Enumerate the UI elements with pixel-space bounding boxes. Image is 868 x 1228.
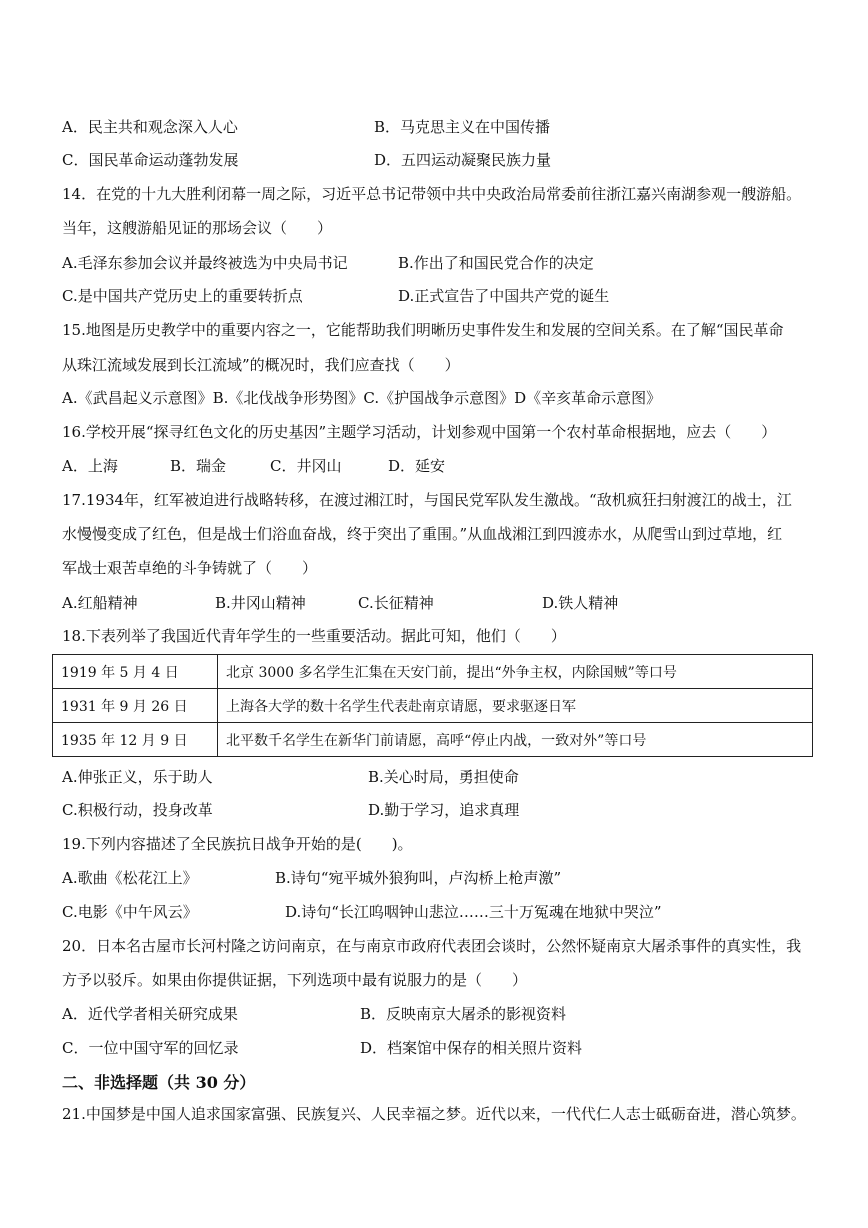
q17-stem-line2: 水慢慢变成了红色，但是战士们浴血奋战，终于突出了重围。”从血战湘江到四渡赤水，从爬雪山到过草地，红	[62, 525, 783, 543]
section-heading: 二、非选择题（共 30 分）	[62, 1073, 256, 1092]
q18-option-a: A.伸张正义，乐于助人	[62, 768, 213, 786]
q18-option-d: D.勤于学习，追求真理	[368, 801, 520, 819]
q16-option-c: C．井冈山	[270, 457, 342, 475]
q20-stem-line1: 20．日本名古屋市长河村隆之访问南京，在与南京市政府代表团会谈时，公然怀疑南京大屠杀事件的真实性，我	[62, 937, 802, 955]
q14-option-b: B.作出了和国民党合作的决定	[398, 254, 594, 272]
q13-option-d: D．五四运动凝聚民族力量	[374, 151, 552, 169]
q15-stem-line1: 15.地图是历史教学中的重要内容之一，它能帮助我们明晰历史事件发生和发展的空间关系。在了解“国民革命	[62, 321, 784, 339]
q15-options: A.《武昌起义示意图》B.《北伐战争形势图》C.《护国战争示意图》D《辛亥革命示意图》	[62, 389, 662, 407]
table-cell-date: 1931 年 9 月 26 日	[53, 689, 218, 723]
q17-option-a: A.红船精神	[62, 594, 138, 612]
table-cell-date: 1919 年 5 月 4 日	[53, 655, 218, 689]
q19-stem: 19.下列内容描述了全民族抗日战争开始的是( )。	[62, 835, 413, 853]
table-row	[53, 655, 813, 689]
q13-option-b: B．马克思主义在中国传播	[374, 118, 551, 136]
q16-option-b: B．瑞金	[170, 457, 227, 475]
table-cell-event: 北京 3000 多名学生汇集在天安门前，提出“外争主权，内除国贼”等口号	[218, 655, 813, 689]
student-activities-table	[52, 654, 813, 757]
q14-stem-line2: 当年，这艘游船见证的那场会议（ ）	[62, 219, 333, 237]
q18-option-c: C.积极行动，投身改革	[62, 801, 213, 819]
table-cell-event: 北平数千名学生在新华门前请愿，高呼“停止内战，一致对外”等口号	[218, 723, 813, 757]
q17-option-d: D.铁人精神	[542, 594, 619, 612]
q16-stem: 16.学校开展“探寻红色文化的历史基因”主题学习活动，计划参观中国第一个农村革命根据地，应去（ ）	[62, 423, 777, 441]
table-row	[53, 689, 813, 723]
q20-option-c: C．一位中国守军的回忆录	[62, 1039, 239, 1057]
q17-option-b: B.井冈山精神	[215, 594, 306, 612]
q18-stem: 18.下表列举了我国近代青年学生的一些重要活动。据此可知，他们（ ）	[62, 627, 566, 645]
q20-option-b: B．反映南京大屠杀的影视资料	[360, 1005, 567, 1023]
q17-option-c: C.长征精神	[358, 594, 434, 612]
q17-stem-line1: 17.1934年，红军被迫进行战略转移，在渡过湘江时，与国民党军队发生激战。“敌机疯狂扫射渡江的战士，江	[62, 491, 792, 509]
q14-stem-line1: 14．在党的十九大胜利闭幕一周之际，习近平总书记带领中共中央政治局常委前往浙江嘉兴南湖参观一艘游船。	[62, 185, 802, 203]
q21-stem-line1: 21.中国梦是中国人追求国家富强、民族复兴、人民幸福之梦。近代以来，一代代仁人志士砥砺奋进，潜心筑梦。	[62, 1105, 806, 1123]
table-cell-event: 上海各大学的数十名学生代表赴南京请愿，要求驱逐日军	[218, 689, 813, 723]
q19-option-b: B.诗句“宛平城外狼狗叫，卢沟桥上枪声激”	[275, 869, 562, 887]
q17-stem-line3: 军战士艰苦卓绝的斗争铸就了（ ）	[62, 559, 318, 577]
table-row	[53, 723, 813, 757]
table-cell-date: 1935 年 12 月 9 日	[53, 723, 218, 757]
q14-option-a: A.毛泽东参加会议并最终被选为中央局书记	[62, 254, 348, 272]
q19-option-c: C.电影《中午风云》	[62, 903, 198, 921]
q13-option-a: A．民主共和观念深入人心	[62, 118, 238, 136]
q16-option-d: D．延安	[388, 457, 446, 475]
q20-stem-line2: 方予以驳斥。如果由你提供证据，下列选项中最有说服力的是（ ）	[62, 971, 528, 989]
q14-option-c: C.是中国共产党历史上的重要转折点	[62, 287, 303, 305]
q16-option-a: A．上海	[62, 457, 118, 475]
q18-option-b: B.关心时局，勇担使命	[368, 768, 519, 786]
q13-option-c: C．国民革命运动蓬勃发展	[62, 151, 239, 169]
q14-option-d: D.正式宣告了中国共产党的诞生	[398, 287, 610, 305]
q19-option-a: A.歌曲《松花江上》	[62, 869, 198, 887]
q19-option-d: D.诗句“长江呜咽钟山悲泣……三十万冤魂在地狱中哭泣”	[285, 903, 662, 921]
q15-stem-line2: 从珠江流域发展到长江流域”的概况时，我们应查找（ ）	[62, 356, 460, 374]
q20-option-a: A．近代学者相关研究成果	[62, 1005, 238, 1023]
q20-option-d: D．档案馆中保存的相关照片资料	[360, 1039, 583, 1057]
